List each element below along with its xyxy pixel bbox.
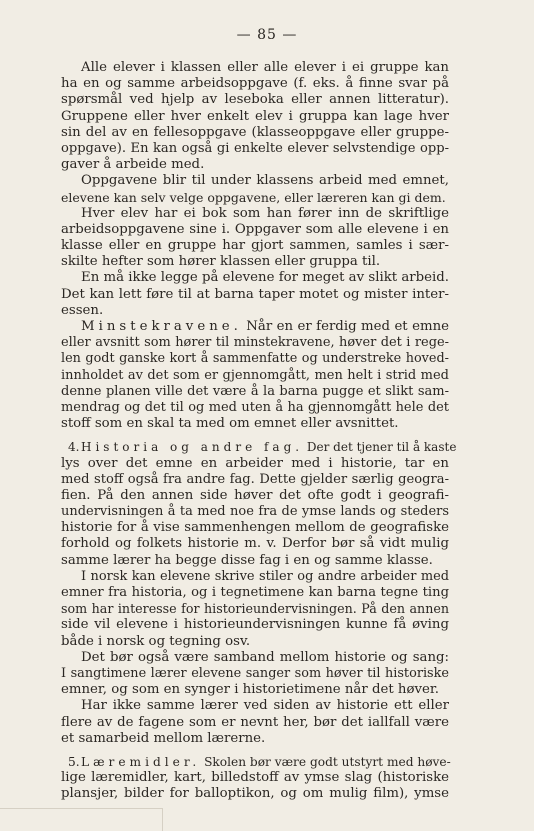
page-number: — 85 — (236, 27, 298, 43)
text-line (61, 206, 449, 222)
line-text: med stoff også fra andre fag. Dette gjelder særlig geogra- (61, 471, 449, 487)
page-crease (0, 808, 163, 831)
text-line (61, 270, 449, 286)
text-line (61, 698, 449, 714)
text-line (61, 650, 449, 666)
text-line (61, 536, 449, 552)
line-text: sin del av en fellesoppgave (klasseoppgave eller gruppe- (61, 124, 449, 140)
line-text: eller avsnitt som hører til minstekravene, høver det i rege- (61, 335, 449, 351)
spaced-heading: Minstekravene. (81, 319, 242, 334)
text-line (61, 585, 449, 601)
text-line (61, 472, 449, 488)
line-text: Det kan lett føre til at barna taper motet og mister inter- (61, 286, 449, 302)
line-text: flere av de fagene som er nevnt her, bør det iallfall være (61, 714, 449, 730)
line-text: plansjer, bilder for balloptikon, og om mulig film), ymse (61, 786, 449, 802)
text-line (61, 601, 449, 617)
line-text: elevene kan selv velge oppgavene, eller læreren kan gi dem. (61, 189, 446, 205)
line-text: historie for å vise sammenhengen mellom de geografiske (61, 520, 449, 536)
text-line (61, 125, 449, 141)
line-text: I norsk kan elevene skrive stiler og andre arbeider med (81, 568, 449, 584)
line-text: Hver elev har ei bok som han fører inn de skriftlige (81, 205, 449, 221)
text-line (61, 76, 449, 92)
line-text: emner, og som en synger i historietimene når det høver. (61, 682, 439, 698)
text-line (61, 222, 449, 238)
text-line (61, 368, 449, 384)
page-body (61, 60, 457, 802)
line-text: klasse eller en gruppe har gjort sammen, samles i sær- (61, 238, 449, 254)
text-line (61, 141, 449, 157)
text-line (61, 520, 449, 536)
line-text: essen. (61, 302, 104, 318)
text-line (61, 504, 449, 520)
text-line (61, 770, 449, 786)
line-text: skilte hefter som hører klassen eller gruppa til. (61, 254, 381, 270)
text-line (61, 400, 449, 416)
line-text: lys over det emne en arbeider med i historie, tar en (61, 455, 449, 471)
text-line (61, 731, 449, 747)
text-line (61, 109, 449, 125)
line-text: samme lærer ha begge disse fag i en og samme klasse. (61, 552, 433, 568)
text-line (61, 682, 449, 698)
text-line (61, 384, 449, 400)
text-line (61, 287, 449, 303)
text-line (61, 786, 449, 802)
line-text: Alle elever i klassen eller alle elever i ei gruppe kan (81, 60, 449, 75)
text-line (61, 157, 449, 173)
line-text: Det bør også være samband mellom historie og sang: (81, 649, 449, 665)
text-line (61, 617, 449, 633)
text-line (61, 666, 449, 682)
line-text: undervisningen å ta med noe fra de ymse lands og steders (61, 504, 449, 520)
text-line: 5.Læremidler. Skolen bør være godt utstyrt med høve- (68, 754, 451, 769)
line-text: mendrag og det til og med uten å ha gjennomgått hele det (61, 399, 449, 415)
line-text: Oppgavene blir til under klassens arbeid med emnet, (81, 173, 449, 189)
text-line (61, 715, 449, 731)
line-text: lige læremidler, kart, billedstoff av ymse slag (historiske (61, 770, 449, 786)
line-text: Skolen bør være godt utstyrt med høve- (200, 754, 451, 769)
line-text: både i norsk og tegning osv. (61, 633, 251, 649)
line-text: et samarbeid mellom lærerne. (61, 730, 266, 746)
text-line (61, 634, 449, 650)
text-line (61, 303, 449, 319)
text-line (61, 553, 449, 569)
text-line (61, 569, 449, 585)
text-line (61, 238, 449, 254)
line-text: En må ikke legge på elevene for meget av slikt arbeid. (81, 270, 449, 286)
line-text: oppgave). En kan også gi enkelte elever selvstendige opp- (61, 140, 449, 156)
text-line (61, 335, 449, 351)
line-text: arbeidsoppgavene sine i. Oppgaver som alle elevene i en (61, 221, 449, 237)
text-line (61, 351, 449, 367)
line-text: gaver å arbeide med. (61, 157, 205, 173)
text-line (61, 488, 449, 504)
text-line (61, 416, 449, 432)
text-line (61, 190, 449, 206)
line-text: forhold og folkets historie m. v. Derfor bør så vidt mulig (61, 536, 449, 552)
line-text: ha en og samme arbeidsoppgave (f. eks. å finne svar på (61, 76, 449, 92)
line-text: som har interesse for historieundervisningen. På den annen (61, 601, 449, 617)
line-text: spørsmål ved hjelp av leseboka eller annen litteratur). (61, 92, 449, 108)
line-text: I sangtimene lærer elevene sanger som høver til historiske (61, 665, 449, 681)
text-line: 4. Historia og andre fag. Der det tjener til å kaste (68, 440, 457, 455)
line-text: Når en er ferdig med et emne (241, 319, 449, 334)
line-text: emner fra historia, og i tegnetimene kan barna tegne ting (61, 585, 449, 600)
text-line (61, 456, 449, 472)
spaced-heading: Historia og andre fag. (81, 440, 304, 455)
line-text: Der det tjener til å kaste (303, 440, 457, 455)
text-line (61, 92, 449, 108)
text-line (61, 254, 449, 270)
line-text: stoff som en skal ta med om emnet eller avsnittet. (61, 416, 399, 432)
line-text: fien. På den annen side høver det ofte godt i geografi- (61, 487, 449, 503)
spaced-heading: Læremidler. (81, 754, 201, 769)
text-line (61, 319, 449, 335)
line-text: innholdet av det som er gjennomgått, men helt i strid med (61, 367, 449, 383)
line-text: Gruppene eller hver enkelt elev i gruppa kan lage hver (61, 108, 449, 124)
line-text: side vil elevene i historieundervisningen kunne få øving (61, 617, 449, 633)
line-text: Har ikke samme lærer ved siden av historie ett eller (81, 698, 449, 714)
line-text: denne planen ville det være å la barna pugge et slikt sam- (61, 383, 449, 399)
text-line (61, 173, 449, 189)
line-text: len godt ganske kort å sammenfatte og understreke hoved- (61, 351, 449, 367)
text-line (61, 60, 449, 76)
